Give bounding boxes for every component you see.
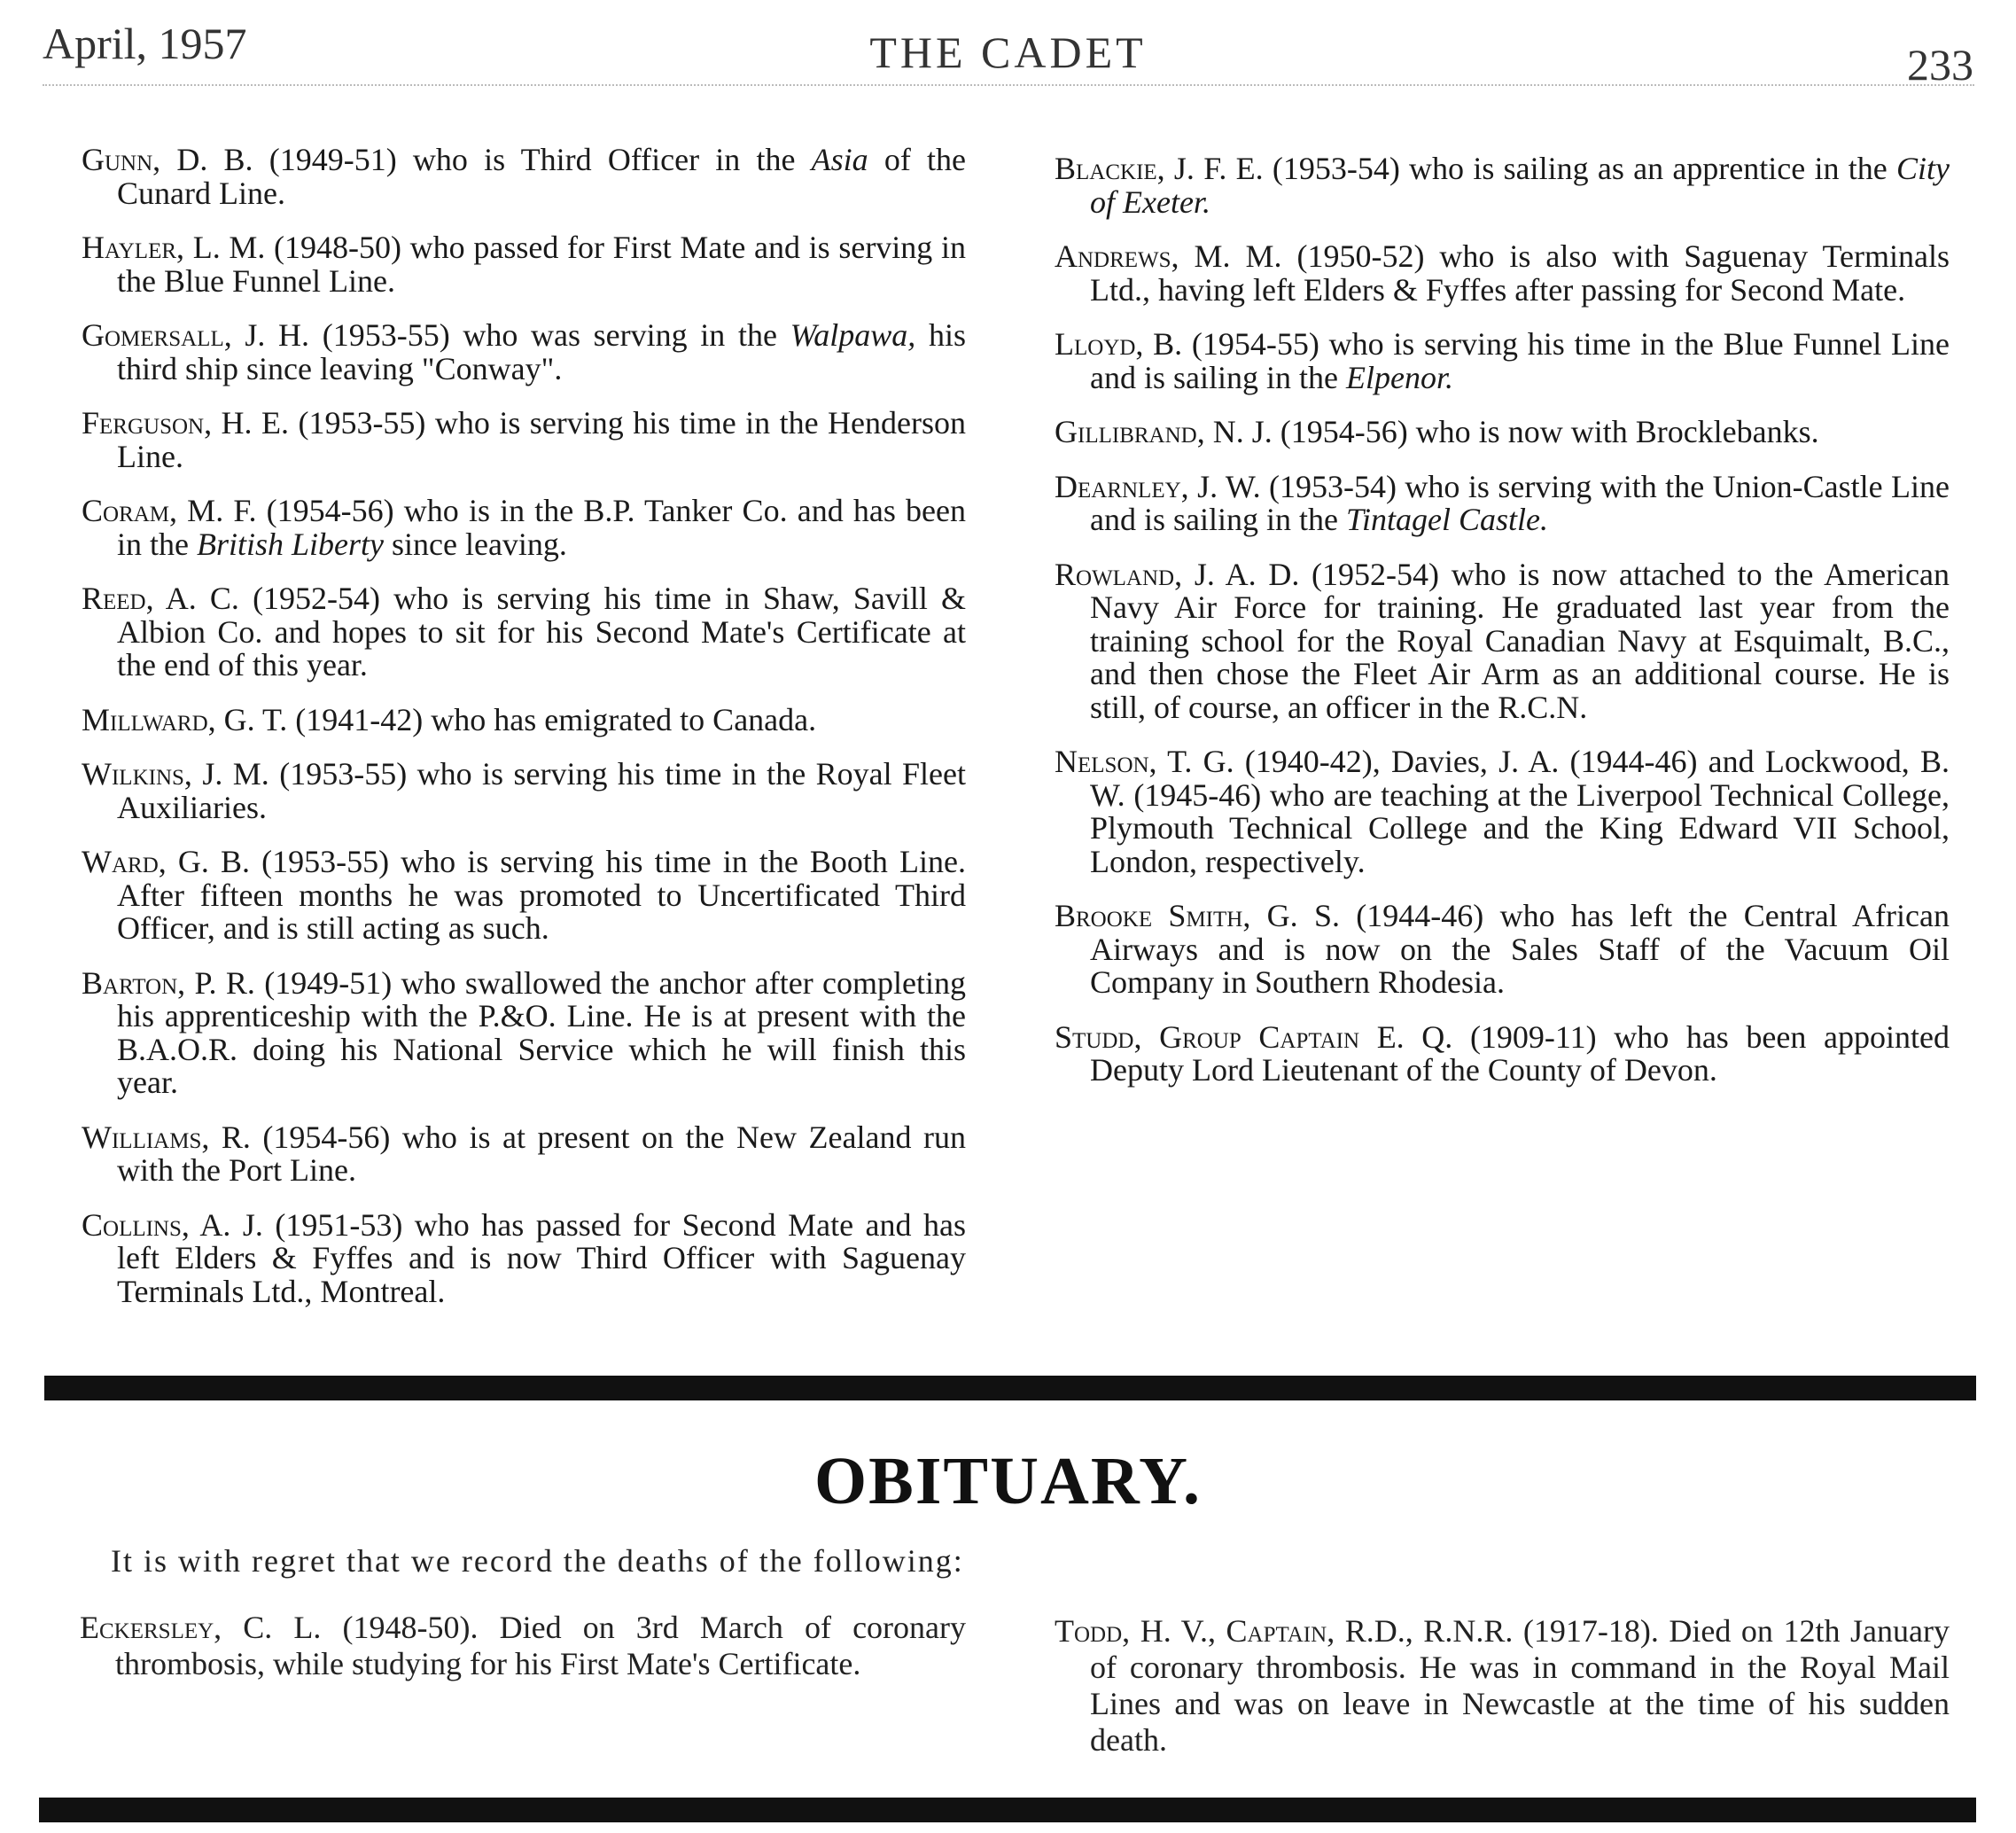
header-divider: [43, 84, 1974, 86]
issue-date: April, 1957: [43, 19, 247, 68]
news-entry: Gunn, D. B. (1949-51) who is Third Officer in the Asia of the Cunard Line.: [82, 142, 967, 211]
section-divider-bar: [44, 1376, 1976, 1400]
news-entry: Studd, Group Captain E. Q. (1909-11) who has been appointed Deputy Lord Lieutenant of the County of Devon.: [1055, 1018, 1950, 1088]
magazine-title: THE CADET: [869, 27, 1147, 77]
left-column: [82, 144, 966, 1330]
news-entry: Ward, G. B. (1953-55) who is serving his time in the Booth Line. After fifteen months he was promoted to Uncertificated Third Officer, and is still acting as such.: [82, 844, 966, 946]
news-entry: Gomersall, J. H. (1953-55) who was serving in the Walpawa, his third ship since leaving "Conway".: [82, 317, 966, 386]
right-column: [1055, 152, 1950, 1109]
news-entry: Andrews, M. M. (1950-52) who is also with Saguenay Terminals Ltd., having left Elders & Fyffes after passing for Second Mate.: [1055, 238, 1950, 308]
news-entry: Gillibrand, N. J. (1954-56) who is now with Brocklebanks.: [1055, 414, 1819, 449]
news-entry: Collins, A. J. (1951-53) who has passed for Second Mate and has left Elders & Fyffes and is now Third Officer with Saguenay Terminals Ltd., Montreal.: [82, 1206, 966, 1309]
obituary-right-column: [1055, 1613, 1950, 1780]
news-entry: Lloyd, B. (1954-55) who is serving his time in the Blue Funnel Line and is sailing in the Elpenor.: [1055, 326, 1950, 395]
footer-divider-bar: [39, 1798, 1976, 1822]
obituary-heading: OBITUARY.: [814, 1444, 1202, 1518]
news-entry: Brooke Smith, G. S. (1944-46) who has left the Central African Airways and is now on the Sales Staff of the Vacuum Oil Company in Southern Rhodesia.: [1055, 898, 1950, 1000]
obituary-entry: Todd, H. V., Captain, R.D., R.N.R. (1917-18). Died on 12th January of coronary thrombosis. He was in command in the Royal Mail Lines and was on leave in Newcastle at the time of his sudden death.: [1055, 1613, 1950, 1758]
news-entry: Reed, A. C. (1952-54) who is serving his time in Shaw, Savill & Albion Co. and hopes to sit for his Second Mate's Certificate at the end of this year.: [82, 581, 966, 682]
news-entry: Ferguson, H. E. (1953-55) who is serving his time in the Henderson Line.: [82, 405, 967, 474]
news-entry: Rowland, J. A. D. (1952-54) who is now attached to the American Navy Air Force for training. He graduated last year from the training school for the Royal Canadian Navy at Esquimalt, B.C., and then chose the Fleet Air Arm as an additional course. He is still, of course, an officer in the R.C.N.: [1055, 556, 1950, 725]
news-entry: Millward, G. T. (1941-42) who has emigrated to Canada.: [82, 701, 817, 737]
page-number: 233: [1907, 40, 1973, 90]
news-entry: Hayler, L. M. (1948-50) who passed for First Mate and is serving in the Blue Funnel Line.: [82, 230, 966, 299]
news-entry: Wilkins, J. M. (1953-55) who is serving his time in the Royal Fleet Auxiliaries.: [82, 756, 966, 825]
news-entry: Nelson, T. G. (1940-42), Davies, J. A. (1944-46) and Lockwood, B. W. (1945-46) who are teaching at the Liverpool Technical College, Plymouth Technical College and the King Edward VII School, London, respectively.: [1055, 744, 1950, 879]
news-entry: Blackie, J. F. E. (1953-54) who is sailing as an apprentice in the City of Exeter.: [1055, 151, 1950, 220]
news-entry: Williams, R. (1954-56) who is at present on the New Zealand run with the Port Line.: [82, 1119, 966, 1188]
news-entry: Coram, M. F. (1954-56) who is in the B.P. Tanker Co. and has been in the British Liberty since leaving.: [82, 493, 966, 562]
obituary-left-column: [80, 1610, 966, 1704]
obituary-entry: Eckersley, C. L. (1948-50). Died on 3rd March of coronary thrombosis, while studying for his First Mate's Certificate.: [80, 1610, 967, 1681]
obituary-intro: It is with regret that we record the deaths of the following:: [111, 1543, 964, 1579]
news-entry: Barton, P. R. (1949-51) who swallowed the anchor after completing his apprenticeship with the P.&O. Line. He is at present with the B.A.O.R. doing his National Service which he will finish this year.: [82, 964, 966, 1100]
news-entry: Dearnley, J. W. (1953-54) who is serving with the Union-Castle Line and is sailing in the Tintagel Castle.: [1055, 468, 1950, 537]
